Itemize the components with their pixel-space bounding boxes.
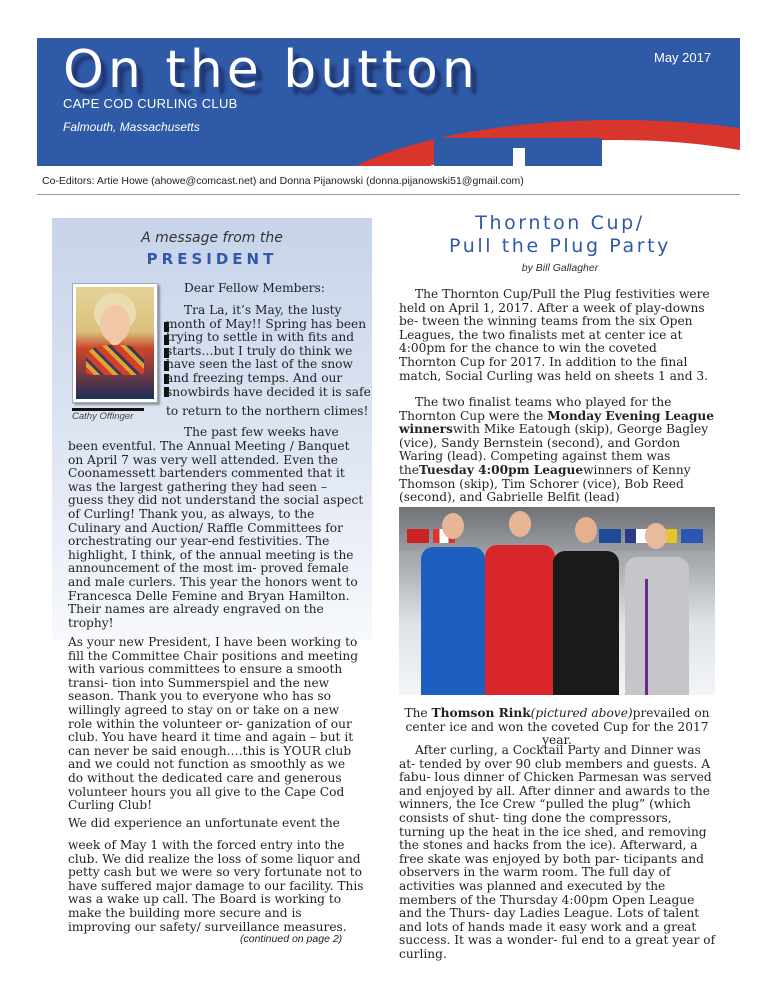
curler-3-head [575, 517, 597, 543]
thornton-heading [400, 212, 720, 258]
president-p1-line: and freezing temps. And our [166, 370, 343, 385]
broom-handle [645, 579, 648, 695]
curler-4 [625, 557, 689, 695]
president-photo [72, 283, 158, 403]
thornton-byline: by Bill Gallagher [521, 262, 599, 274]
thornton-p2-text: winners of Kenny Thomson (skip), Tim Schorer (vice), Bob Reed (second), and Gabrielle Belfit (lead) [399, 462, 691, 505]
president-paragraph-1 [166, 304, 376, 419]
president-photo-caption: Cathy Offinger [72, 408, 144, 422]
president-p1-line: starts…but I truly do think we [166, 343, 353, 358]
masthead-banner [37, 38, 740, 166]
president-p2-wrap-line: The past few weeks have [184, 425, 339, 439]
president-heading: PRESIDENT [146, 250, 278, 268]
curler-3 [553, 551, 619, 695]
thornton-paragraph-1: The Thornton Cup/Pull the Plug festivities were held on April 1, 2017. After a week of play-downs be- tween the winning teams from the six Open Leagues, the two finalists met at center ice at 4:00pm for the chance to win the coveted Thornton Cup for 2017. In addition to the final match, Social Curling was held on sheets 1 and 3. [399, 287, 710, 383]
house-button-notch [513, 148, 525, 166]
caption-rink-name: Thomson Rink [431, 706, 531, 720]
president-p1-line: have seen the last of the snow [166, 357, 353, 372]
newsletter-title: On the button [63, 40, 479, 100]
header-divider [37, 194, 740, 195]
president-p1-line: Tra La, it’s May, the lusty [184, 303, 342, 317]
portrait-face [100, 305, 130, 343]
portrait-scarf [86, 345, 144, 375]
flag-icon [599, 529, 621, 543]
curler-2 [485, 545, 555, 695]
president-p1-line: to return to the northern climes! [166, 404, 369, 419]
flag-icon [681, 529, 703, 543]
thornton-heading-line-1: Thornton Cup/ [475, 212, 645, 234]
caption-text: prevailed on center ice and won the coveted Cup for the 2017 year. [405, 706, 710, 748]
thornton-p2-text: The two finalist teams who played for the Thornton Cup were the [399, 395, 672, 423]
president-paragraph-2: been eventful. The Annual Meeting / Banquet on April 7 was very well attended. Even the Coonamessett bartenders commented that it was the largest gathering they had seen – guess they did not understand the social aspect of Curling! Thank you, as always, to the Culinary and Auction/ Raffle Committees for orchestrating our year-end festivities. The highlight, I think, of the annual meeting is the announcement of the most im- proved female and male curlers. This year the honors went to Francesca Delle Femine and Bryan Hamilton. Their names are already engraved on the trophy! [68, 439, 364, 630]
thornton-p2-tuesday-league: Tuesday 4:00pm League [418, 462, 584, 477]
co-editors-line: Co-Editors: Artie Howe (ahowe@comcast.net) and Donna Pijanowski (donna.pijanowski51@gmail.com) [42, 175, 524, 187]
president-p1-line: month of May!! Spring has been [166, 316, 367, 331]
president-paragraph-3: As your new President, I have been working to fill the Committee Chair positions and meeting with various committees to ensure a smooth transi- tion into Summerspiel and the new season. Thank you to everyone who has so willingly agreed to stay on or take on a new role within the volunteer or- ganization of our club. You have heard it time and again – but it can never be said enough….this is YOUR club and we could not function as smoothly as we do without the dedicated care and generous volunteer hours you all give to the Cape Cod Curling Club! [68, 635, 359, 813]
president-kicker: A message from the [141, 230, 283, 246]
thornton-p2-monday-league: Monday Evening League winners [399, 408, 715, 437]
president-paragraph-4-line: We did experience an unfortunate event the [68, 816, 340, 830]
flag-icon [625, 529, 647, 543]
president-p1-line: trying to settle in with fits and [166, 330, 355, 345]
thornton-paragraph-2 [399, 396, 717, 505]
issue-date: May 2017 [654, 50, 712, 65]
caption-pictured-note: (pictured above) [530, 706, 633, 720]
club-name: CAPE COD CURLING CLUB [63, 96, 238, 111]
curler-1 [421, 547, 485, 695]
thornton-paragraph-3: After curling, a Cocktail Party and Dinner was at- tended by over 90 club members and guests. A fabu- lous dinner of Chicken Parmesan was served and enjoyed by all. After dinner and awards to the winners, the Ice Crew “pulled the plug” (which consists of shut- ting done the compressors, turning up the heat in the ice shed, and removing the stones and hacks from the ice). Afterward, a free skate was enjoyed by both par- ticipants and observers in the warm room. The full day of activities was planned and executed by the members of the Thursday 4:00pm Open League and the Thurs- day Ladies League. Lots of talent and lots of hands made it easy work and a great success. It was a wonder- ful end to a great year of curling. [399, 743, 716, 961]
president-portrait-image [76, 287, 154, 399]
curler-2-head [509, 511, 531, 537]
president-p1-line: snowbirds have decided it is safe [166, 384, 371, 399]
president-paragraph-4: week of May 1 with the forced entry into the club. We did realize the loss of some liquor and petty cash but we were so very fortunate not to have suffered major damage to our facility. This was a wake up call. The Board is working to make the building more secure and is improving our safety/ surveillance measures. [68, 838, 364, 934]
flag-icon [407, 529, 429, 543]
continued-note: (continued on page 2) [240, 933, 343, 945]
thornton-heading-line-2: Pull the Plug Party [448, 235, 671, 257]
team-photo-caption [399, 707, 715, 748]
curler-4-head [645, 523, 667, 549]
team-photo [399, 507, 715, 695]
president-salutation: Dear Fellow Members: [184, 281, 325, 295]
curler-1-head [442, 513, 464, 539]
caption-text: The [404, 706, 432, 720]
thornton-p2-text: with Mike Eatough (skip), George Bagley (vice), Sandy Bernstein (second), and Gordon Waring (lead). Competing against them was the [399, 422, 709, 477]
club-location: Falmouth, Massachusetts [63, 120, 200, 134]
